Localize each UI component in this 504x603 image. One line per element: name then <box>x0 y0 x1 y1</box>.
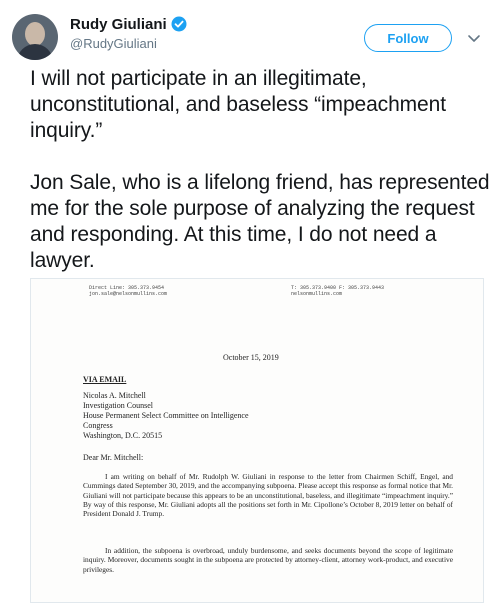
tweet-header <box>0 0 504 66</box>
follow-button[interactable]: Follow <box>364 24 452 52</box>
verified-badge-icon <box>171 16 187 32</box>
name-row <box>70 14 187 34</box>
letter-paragraph-1: I am writing on behalf of Mr. Rudolph W. Giuliani in response to the letter from Chairmen Schiff, Engel, and Cummings dated September 30, 2019, and the accompanying subpoena. Please accept this response as formal notice that Mr. Giuliani will not participate because this appears to be an unconstitutional, baseless, and illegitimate “impeachment inquiry.” By way of this response, Mr. Giuliani adopts all the positions set forth in Mr. Cipollone’s October 8, 2019 letter on behalf of President Donald J. Trump. <box>83 472 453 519</box>
letter-image[interactable] <box>30 278 484 603</box>
letter-salutation: Dear Mr. Mitchell: <box>83 453 144 462</box>
avatar[interactable] <box>12 14 58 60</box>
letterhead-right: T: 305.373.9400 F: 305.373.9443 nelsonmullins.com <box>291 285 385 297</box>
chevron-down-icon[interactable] <box>466 30 482 46</box>
letterhead-left: Direct Line: 305.373.9454 jon.sale@nelsonmullins.com <box>89 285 168 297</box>
user-name[interactable]: Rudy Giuliani <box>70 15 167 33</box>
letter-paragraph-2: In addition, the subpoena is overbroad, unduly burdensome, and seeks documents beyond the scope of legitimate inquiry. Moreover, documents sought in the subpoena are protected by attorney-client, attorney work-product, and executive privileges. <box>83 546 453 574</box>
letter-via: VIA EMAIL <box>83 375 127 384</box>
avatar-face <box>25 22 45 46</box>
user-handle[interactable]: @RudyGiuliani <box>70 36 157 51</box>
letter-date: October 15, 2019 <box>223 353 279 362</box>
avatar-body <box>17 44 53 60</box>
tweet-text: I will not participate in an illegitimate, unconstitutional, and baseless “impeachment inquiry.” Jon Sale, who is a lifelong friend, has represented me for the sole purpose of analyzing the request and responding. At this time, I do not need a lawyer. <box>30 67 490 272</box>
letter-recipient: Nicolas A. Mitchell Investigation Counsel House Permanent Select Committee on Intelligence Congress Washington, D.C. 20515 <box>83 391 249 440</box>
